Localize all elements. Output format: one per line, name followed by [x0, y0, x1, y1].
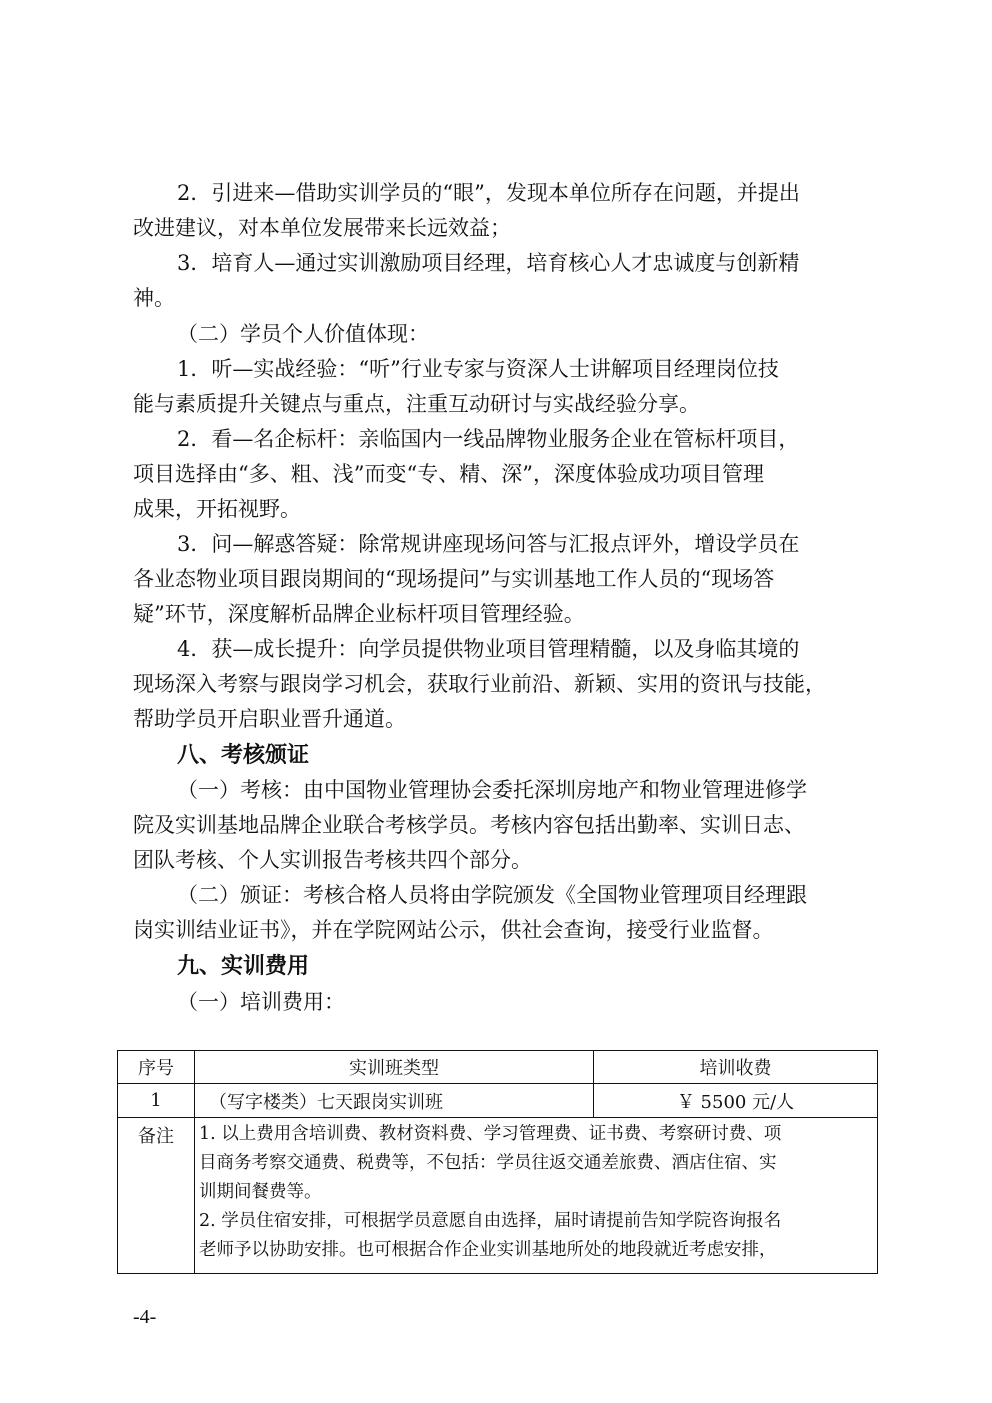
text-line: 岗实训结业证书》，并在学院网站公示，供社会查询，接受行业监督。	[133, 918, 774, 942]
text-line: （二）颁证：考核合格人员将由学院颁发《全国物业管理项目经理跟	[177, 883, 807, 907]
text-line: 现场深入考察与跟岗学习机会，获取行业前沿、新颖、实用的资讯与技能，	[133, 672, 826, 696]
table-row	[118, 1084, 878, 1118]
text-line: 改进建议，对本单位发展带来长远效益；	[133, 216, 511, 240]
text-line: 1．听—实战经验：“听”行业专家与资深人士讲解项目经理岗位技	[177, 357, 779, 381]
paragraph-see	[133, 422, 873, 527]
text-line: 团队考核、个人实训报告考核共四个部分。	[133, 848, 532, 872]
text-line: 帮助学员开启职业晋升通道。	[133, 707, 406, 731]
heading-fees: 九、实训费用	[177, 953, 310, 979]
text-line: 院及实训基地品牌企业联合考核学员。考核内容包括出勤率、实训日志、	[133, 813, 805, 837]
paragraph-certificate	[133, 878, 873, 948]
paragraph-ask	[133, 527, 873, 632]
subheading-personal-value: （二）学员个人价值体现：	[177, 322, 429, 346]
text-line: 成果，开拓视野。	[133, 497, 301, 521]
table-header-row	[118, 1051, 878, 1084]
text-line: 能与素质提升关键点与重点，注重互动研讨与实战经验分享。	[133, 392, 700, 416]
cell-fee: ￥ 5500 元/人	[594, 1084, 878, 1118]
cell-index: 1	[118, 1084, 195, 1118]
note-content	[195, 1118, 878, 1274]
paragraph-gain	[133, 632, 873, 737]
note-line: 1. 以上费用含培训费、教材资料费、学习管理费、证书费、考察研讨费、项	[199, 1124, 782, 1144]
text-line: 3．问—解惑答疑：除常规讲座现场问答与汇报点评外，增设学员在	[177, 532, 800, 556]
paragraph-value-2	[133, 176, 873, 246]
heading-assessment: 八、考核颁证	[177, 742, 310, 768]
note-line: 训期间餐费等。	[199, 1182, 322, 1202]
paragraph-value-3	[133, 246, 873, 316]
paragraph-assessment	[133, 773, 873, 878]
header-class-type: 实训班类型	[195, 1051, 594, 1084]
header-index: 序号	[118, 1051, 195, 1084]
text-line: 2．看—名企标杆：亲临国内一线品牌物业服务企业在管标杆项目，	[177, 427, 800, 451]
text-line: 项目选择由“多、粗、浅”而变“专、精、深”，深度体验成功项目管理	[133, 462, 764, 486]
cell-class-type: （写字楼类）七天跟岗实训班	[195, 1084, 594, 1118]
text-line: （一）考核：由中国物业管理协会委托深圳房地产和物业管理进修学	[177, 778, 807, 802]
paragraph-listen	[133, 352, 873, 422]
body-text	[133, 176, 873, 1020]
header-fee: 培训收费	[594, 1051, 878, 1084]
subheading-training-fees: （一）培训费用：	[177, 990, 345, 1014]
text-line: 疑”环节，深度解析品牌企业标杆项目管理经验。	[133, 602, 585, 626]
note-label: 备注	[118, 1118, 195, 1274]
table-note-row	[118, 1118, 878, 1274]
text-line: 神。	[133, 286, 175, 310]
note-line: 目商务考察交通费、税费等，不包括：学员往返交通差旅费、酒店住宿、实	[199, 1153, 777, 1173]
note-line: 2. 学员住宿安排，可根据学员意愿自由选择，届时请提前告知学院咨询报名	[199, 1211, 782, 1231]
page-number: -4-	[133, 1306, 157, 1328]
note-line: 老师予以协助安排。也可根据合作企业实训基地所处的地段就近考虑安排，	[199, 1240, 777, 1260]
fee-table	[117, 1050, 878, 1274]
text-line: 2．引进来—借助实训学员的“眼”，发现本单位所存在问题，并提出	[177, 181, 800, 205]
text-line: 4．获—成长提升：向学员提供物业项目管理精髓，以及身临其境的	[177, 637, 800, 661]
text-line: 各业态物业项目跟岗期间的“现场提问”与实训基地工作人员的“现场答	[133, 567, 775, 591]
text-line: 3．培育人—通过实训激励项目经理，培育核心人才忠诚度与创新精	[177, 251, 800, 275]
